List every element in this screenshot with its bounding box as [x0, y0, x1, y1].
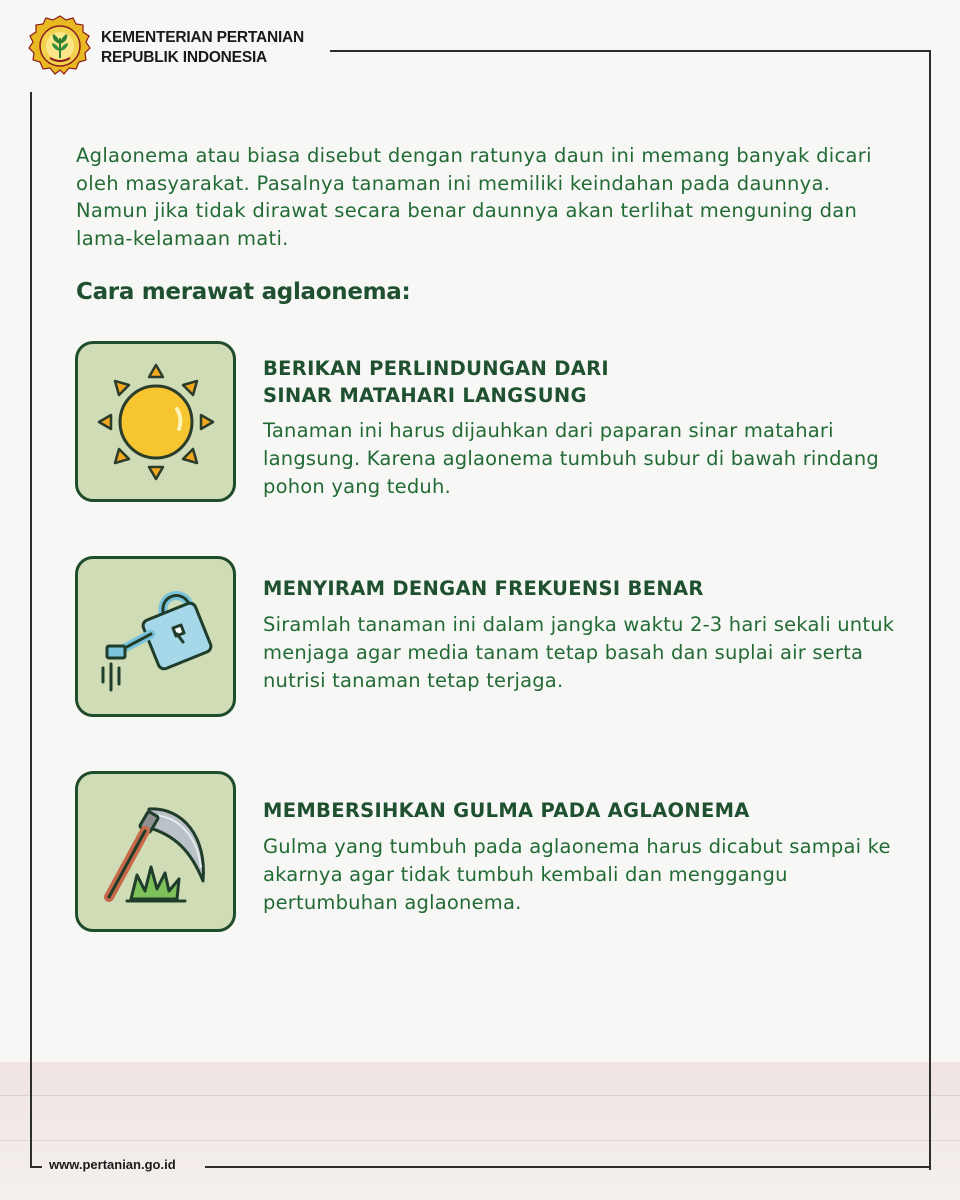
- tip-icon-box: [75, 556, 236, 717]
- tip-body: Tanaman ini harus dijauhkan dari paparan sinar matahari langsung. Karena aglaonema tumbuh subur di bawah rindang pohon yang teduh.: [263, 419, 879, 498]
- background-floor: [0, 1062, 960, 1200]
- tip-icon-box: [75, 341, 236, 502]
- kementan-logo-icon: [28, 14, 92, 78]
- tip-body: Siramlah tanaman ini dalam jangka waktu 2-3 hari sekali untuk menjaga agar media tanam tetap basah dan suplai air serta nutrisi tanaman tetap terjaga.: [263, 613, 895, 692]
- tip-title: MENYIRAM DENGAN FREKUENSI BENAR: [263, 577, 704, 600]
- tip-icon-box: [75, 771, 236, 932]
- frame-border: [929, 50, 931, 1170]
- tip-title: BERIKAN PERLINDUNGAN DARI SINAR MATAHARI LANGSUNG: [263, 357, 609, 407]
- floor-divider: [0, 1140, 960, 1141]
- intro-paragraph: Aglaonema atau biasa disebut dengan ratunya daun ini memang banyak dicari oleh masyarakat. Pasalnya tanaman ini memiliki keindahan pada daunnya. Namun jika tidak dirawat secara benar daunnya akan terlihat menguning dan lama-kelamaan mati.: [76, 144, 872, 250]
- section-title: Cara merawat aglaonema:: [76, 279, 411, 305]
- frame-border: [30, 92, 32, 1168]
- sickle-grass-icon: [91, 787, 221, 917]
- sun-icon: [91, 357, 221, 487]
- floor-divider: [0, 1095, 960, 1096]
- tip-title: MEMBERSIHKAN GULMA PADA AGLAONEMA: [263, 799, 750, 822]
- watering-can-icon: [91, 572, 221, 702]
- frame-border: [30, 1166, 42, 1168]
- ministry-name-line1: KEMENTERIAN PERTANIAN: [101, 29, 305, 46]
- footer-url: www.pertanian.go.id: [49, 1157, 176, 1172]
- ministry-name-line2: REPUBLIK INDONESIA: [101, 49, 268, 66]
- frame-border: [205, 1166, 931, 1168]
- ministry-name: [101, 28, 304, 68]
- tip-body: Gulma yang tumbuh pada aglaonema harus dicabut sampai ke akarnya agar tidak tumbuh kembali dan menggangu pertumbuhan aglaonema.: [263, 835, 891, 914]
- frame-border: [330, 50, 931, 52]
